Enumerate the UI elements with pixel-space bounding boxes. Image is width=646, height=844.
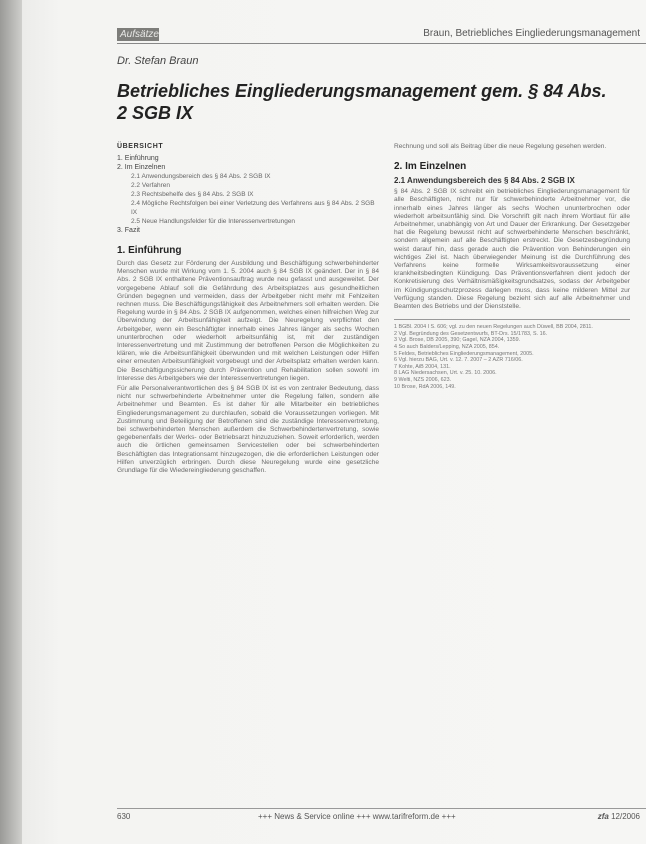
- footnote: 9 Welti, NZS 2006, 623.: [394, 377, 452, 383]
- article-title: Betriebliches Eingliederungsmanagement gem. § 84 Abs. 2 SGB IX: [117, 81, 607, 123]
- body-paragraph: Durch das Gesetz zur Förderung der Ausbildung und Beschäftigung schwerbehinderter Menschen wurde mit Wirkung vom 1. 5. 2004 auch § 84 SGB IX geändert. Der in § 84 Abs. 2 SGB IX enthaltene Präventionsauftrag wurde neu gefasst und ausgeweitet. Der vorgegebene Ablauf soll die Gefährdung des Arbeitsplatzes aus gesundheitlichen Gründen begegnen und vermeiden, dass der Arbeitgeber nicht mehr mit Fehlzeiten rechnen muss. Die Beschäftigungsfähigkeit des Arbeitnehmers soll erhalten werden. Die Regelung wurde in § 84 Abs. 2 SGB IX aufgenommen, welches einen hilfreichen Weg zur Überwindung der Arbeitsunfähigkeit aufzeigt. Die Neuregelung verpflichtet den Arbeitgeber, wenn ein Beschäftigter innerhalb eines Jahres länger als sechs Wochen ununterbrochen oder wiederholt arbeitsunfähig ist, mit der zuständigen Interessenvertretung und mit Zustimmung der betroffenen Person die Möglichkeiten zu klären, wie die Arbeitsunfähigkeit überwunden und mit welchen Leistungen oder Hilfen einer erneuten Arbeitsunfähigkeit vorgebeugt und der Arbeitsplatz erhalten werden kann. Die Beschäftigungssicherung durch Prävention und Rehabilitation sollen sowohl im Interesse des Arbeitgebers wie der Interessenvertretungen liegen.: [117, 260, 379, 382]
- section-heading: 1. Einführung: [117, 245, 182, 256]
- toc-item: 2. Im Einzelnen: [117, 164, 166, 171]
- right-column: [394, 143, 630, 390]
- footnote-rule: [394, 319, 630, 320]
- footnote: 8 LAG Niedersachsen, Urt. v. 25. 10. 2006.: [394, 370, 497, 377]
- footer-banner: +++ News & Service online +++ www.tarifreform.de +++: [258, 812, 456, 821]
- footnote: 4 So auch Balders/Lepping, NZA 2005, 854.: [394, 344, 500, 351]
- page-number: 630: [117, 812, 131, 821]
- subsection-heading: 2.1 Anwendungsbereich des § 84 Abs. 2 SGB IX: [394, 176, 575, 186]
- header-rule: [117, 43, 646, 44]
- footnote: 10 Brose, RdA 2006, 149.: [394, 383, 456, 390]
- issue-number: 12/2006: [611, 812, 640, 821]
- toc-item: 2.3 Rechtsbehelfe des § 84 Abs. 2 SGB IX: [131, 191, 254, 198]
- footnote: 6 Vgl. hierzu BAG, Urt. v. 12. 7. 2007 – 2 AZR 716/06.: [394, 357, 523, 364]
- body-paragraph: Rechnung und soll als Beitrag über die neue Regelung gesehen werden.: [394, 143, 607, 150]
- toc-item: 1. Einführung: [117, 155, 159, 162]
- footnote: 7 Kohte, AiB 2004, 131.: [394, 363, 451, 370]
- section-heading: 2. Im Einzelnen: [394, 161, 467, 173]
- footnote: 2 Vgl. Begründung des Gesetzentwurfs, BT-Drs. 15/1783, S. 16.: [394, 330, 548, 337]
- running-title: Braun, Betriebliches Eingliederungsmanagement: [423, 28, 640, 39]
- footnote: 5 Feldes, Betriebliches Eingliederungsmanagement, 2005.: [394, 350, 534, 357]
- toc-item: 2.1 Anwendungsbereich des § 84 Abs. 2 SGB IX: [131, 173, 271, 180]
- book-spine: [0, 0, 22, 844]
- footer-rule: [117, 808, 646, 809]
- toc-item: 3. Fazit: [117, 227, 140, 234]
- body-paragraph: § 84 Abs. 2 SGB IX schreibt ein betriebliches Eingliederungsmanagement für alle Beschäftigten, nicht nur für schwerbehinderte Arbeitnehmer vor, die innerhalb eines Jahres länger als sechs Wochen ununterbrochen oder wiederholt arbeitsunfähig sind. Die Vorschrift gilt nach ihrem Wortlaut für alle Arbeitnehmer, unabhängig von Art und Dauer der Erkrankung. Der Gesetzgeber hat die Regelung bewusst nicht auf schwerbehinderte Menschen beschränkt, sondern allgemein auf alle Beschäftigten erstreckt. Die Gesetzesbegründung weist darauf hin, dass gerade auch die Prävention von Behinderungen ein wichtiges Ziel ist. Nach überwiegender Meinung ist die Durchführung des Verfahrens keine formelle Wirksamkeitsvoraussetzung einer krankheitsbedingten Kündigung. Das Präventionsverfahren dient jedoch der Konkretisierung des Verhältnismäßigkeitsgrundsatzes, sodass der Arbeitgeber im Kündigungsschutzprozess darlegen muss, dass keine milderen Mittel zur Verfügung standen. Diese Regelung bezieht sich auf alle Arbeitnehmer und Beamten des Betriebs und der Dienststelle.: [394, 188, 630, 311]
- footnote: 3 Vgl. Brose, DB 2005, 390; Gagel, NZA 2004, 1359.: [394, 337, 521, 344]
- body-paragraph: Für alle Personalverantwortlichen des § 84 SGB IX ist es von zentraler Bedeutung, dass nicht nur schwerbehinderte Arbeitnehmer unter die Regelung fallen, sondern alle Arbeitnehmer und Beamten. Es ist daher für alle Mitarbeiter ein betriebliches Eingliederungsmanagement zu durchlaufen, sobald die Voraussetzungen vorliegen. Mit Zustimmung und Beteiligung der Betroffenen sind die zuständige Interessenvertretung, bei schwerbehinderten Menschen außerdem die Schwerbehindertenvertretung, sowie gegebenenfalls der Werks- oder Betriebsarzt hinzuzuziehen. Soweit erforderlich, werden auch die örtlichen gemeinsamen Servicestellen oder bei schwerbehinderten Beschäftigten das Integrationsamt hinzugezogen, die die erforderlichen Leistungen oder Hilfen unverzüglich erbringen. Durch diese Neuregelung wurde eine gesetzliche Grundlage für die Wiedereingliederung geschaffen.: [117, 385, 379, 475]
- toc-item: 2.5 Neue Handlungsfelder für die Interessenvertretungen: [131, 218, 296, 225]
- toc-item: 2.4 Mögliche Rechtsfolgen bei einer Verletzung des Verfahrens aus § 84 Abs. 2 SGB IX: [131, 200, 375, 216]
- footnote: 1 BGBl. 2004 I S. 606; vgl. zu den neuen Regelungen auch Düwell, BB 2004, 2811.: [394, 324, 593, 331]
- journal-issue: [598, 812, 640, 821]
- journal-name: zfa: [597, 812, 609, 821]
- toc-item: 2.2 Verfahren: [131, 182, 171, 189]
- overview-heading: ÜBERSICHT: [117, 143, 164, 150]
- author: Dr. Stefan Braun: [117, 55, 199, 67]
- left-column: [117, 143, 379, 477]
- section-badge: Aufsätze: [117, 28, 159, 41]
